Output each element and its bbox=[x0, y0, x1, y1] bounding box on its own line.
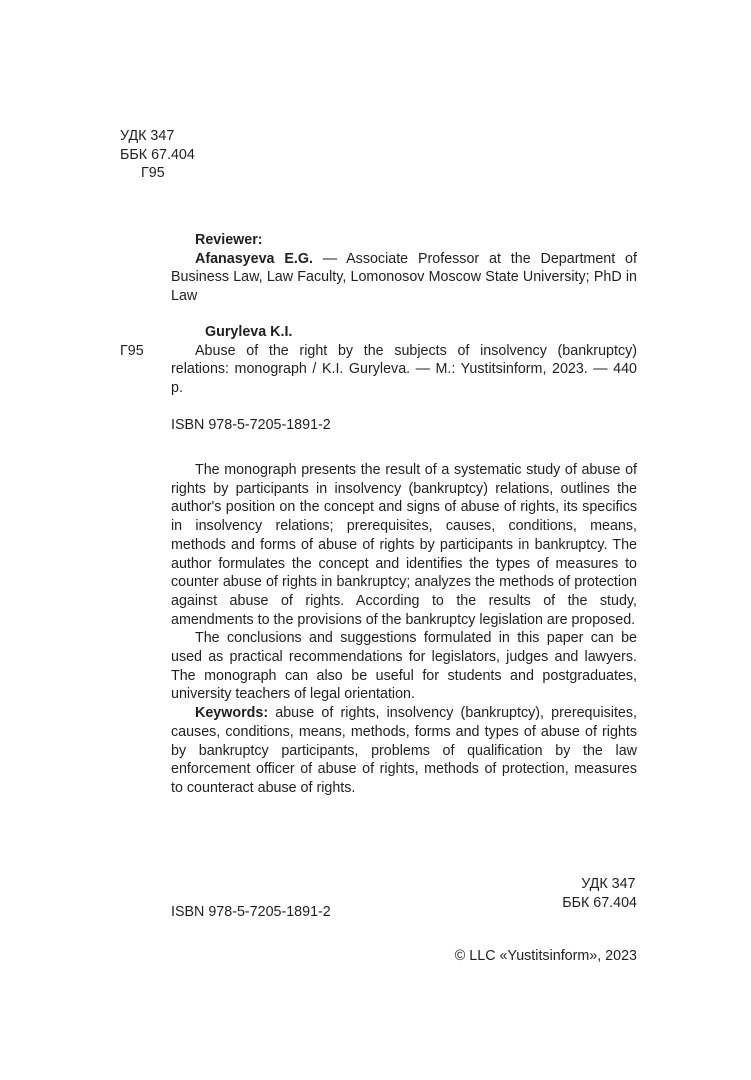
bibliographic-mark: Г95 bbox=[120, 343, 144, 359]
bibliographic-entry bbox=[171, 323, 637, 398]
reviewer-section bbox=[171, 231, 637, 306]
bottom-isbn: ISBN 978-5-7205-1891-2 bbox=[171, 904, 331, 920]
abstract-paragraph-1: The monograph presents the result of a systematic study of abuse of rights by participants in insolvency (bankruptcy) relations, outlines the author's position on the concept and signs of abuse of rights, its specifics in insolvency relations; prerequisites, causes, conditions, means, methods and forms of abuse of rights by participants in bankruptcy. The author formulates the concept and identifies the types of measures to counter abuse of rights in bankruptcy; analyzes the methods of protection against abuse of rights. According to the results of the study, amendments to the provisions of the bankruptcy legislation are proposed. bbox=[171, 462, 637, 628]
book-author: Guryleva K.I. bbox=[205, 324, 293, 340]
classification-codes bbox=[120, 127, 195, 183]
reviewer-name: Afanasyeva E.G. bbox=[195, 250, 313, 267]
bottom-udk: УДК 347 bbox=[581, 876, 636, 892]
reviewer-heading: Reviewer: bbox=[195, 232, 263, 248]
abstract bbox=[171, 461, 637, 798]
bottom-bbk: ББК 67.404 bbox=[562, 894, 637, 911]
keywords-text: abuse of rights, insolvency (bankruptcy), prerequisites, causes, conditions, means, methods, forms and types of abuse of rights by bankruptcy participants, problems of qualification by the law enforcement officer of abuse of rights, methods of protection, measures to counteract abuse of rights. bbox=[171, 705, 637, 796]
isbn-top: ISBN 978-5-7205-1891-2 bbox=[171, 417, 331, 433]
bottom-codes bbox=[562, 875, 637, 912]
keywords-label: Keywords: bbox=[195, 705, 269, 722]
abstract-paragraph-2: The conclusions and suggestions formulated in this paper can be used as practical recommendations for legislators, judges and lawyers. The monograph can also be useful for students and postgraduates, university teachers of legal orientation. bbox=[171, 630, 637, 703]
book-entry: Abuse of the right by the subjects of insolvency (bankruptcy) relations: monograph / K.I. Guryleva. — M.: Yustitsinform, 2023. — 440 p. bbox=[171, 342, 637, 397]
udk-code: УДК 347 bbox=[120, 128, 175, 144]
copyright: © LLC «Yustitsinform», 2023 bbox=[454, 948, 637, 964]
reviewer-description: — Associate Professor at the Department of Business Law, Law Faculty, Lomonosov Moscow State University; PhD in Law bbox=[171, 250, 637, 305]
author-mark: Г95 bbox=[141, 165, 165, 182]
bbk-code: ББК 67.404 bbox=[120, 146, 195, 163]
